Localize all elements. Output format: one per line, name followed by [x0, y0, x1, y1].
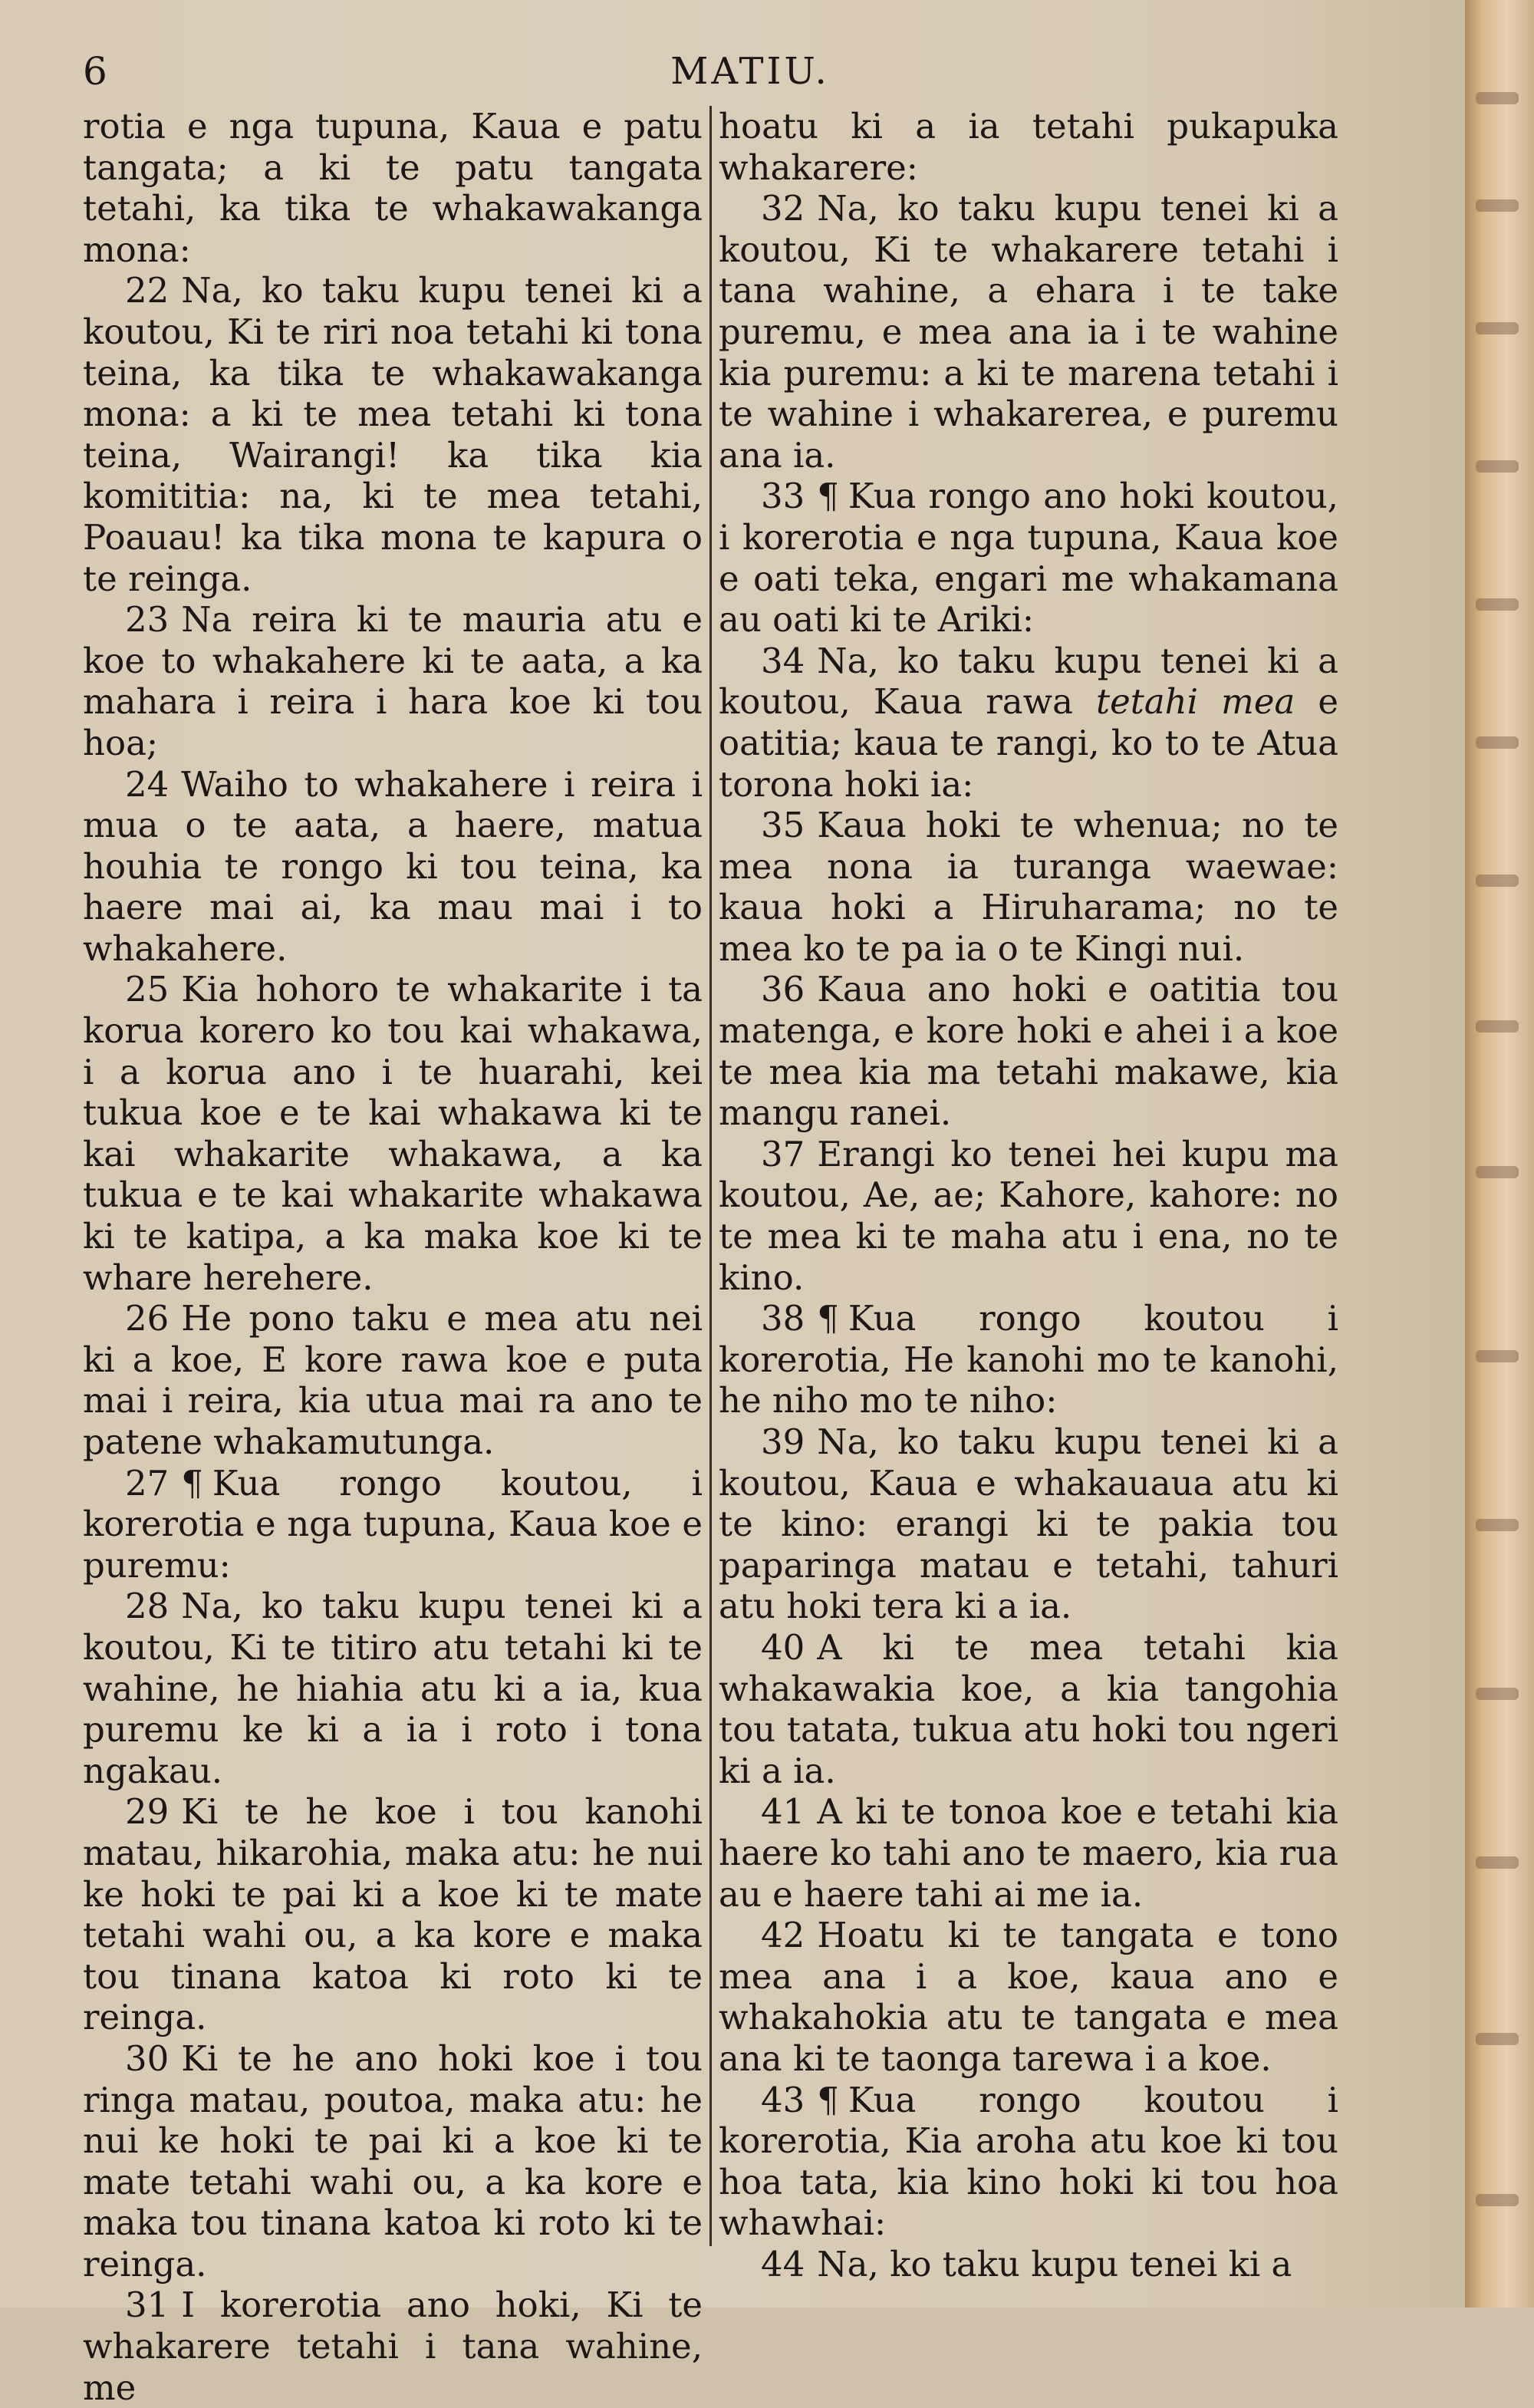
- verse-text: Kaua ano hoki e oatitia tou matenga, e kore hoki e ahei i a koe te mea kia ma tetahi makawe, kia mangu ranei.: [719, 969, 1338, 1134]
- edge-print: [1476, 875, 1519, 887]
- verse-continuation: [719, 106, 1338, 188]
- verse-number: 24: [125, 763, 170, 805]
- verse-number: 23: [125, 599, 170, 641]
- verse-text: Na, ko taku kupu tenei ki a koutou, Kaua rawa: [719, 640, 1338, 723]
- verse: [719, 1134, 1338, 1298]
- verse: [83, 270, 703, 599]
- verse-number: 38: [761, 1298, 805, 1339]
- edge-print: [1476, 1519, 1519, 1531]
- verse-text: Erangi ko tenei hei kupu ma koutou, Ae, ae; Kahore, kahore: no te mea ki te maha atu i ena, no te kino.: [719, 1133, 1338, 1298]
- verse-text: Na, ko taku kupu tenei ki a: [817, 2243, 1292, 2284]
- verse-text: Kua rongo ano hoki koutou, i korerotia e nga tupuna, Kaua koe e oati teka, engari me whakamana au oati ki te Ariki:: [719, 476, 1338, 641]
- verse: [83, 1463, 703, 1586]
- verse: [719, 1915, 1338, 2079]
- edge-print: [1476, 736, 1519, 749]
- verse: [83, 1791, 703, 2038]
- verse-number: 25: [125, 969, 170, 1010]
- verse-text: He pono taku e mea atu nei ki a koe, E kore rawa koe e puta mai i reira, kia utua mai ra ano te patene whakamutunga.: [83, 1298, 703, 1462]
- verse-text: A ki te tonoa koe e tetahi kia haere ko tahi ano te maero, kia rua au e haere tahi ai me ia.: [719, 1791, 1338, 1915]
- verse-text: Ki te he ano hoki koe i tou ringa matau, poutoa, maka atu: he nui ke hoki te pai ki a koe ki te mate tetahi wahi ou, a ka kore e maka tou tinana katoa ki roto ki te reinga.: [83, 2037, 703, 2284]
- verse: [719, 805, 1338, 969]
- edge-print: [1476, 199, 1519, 212]
- verse: [719, 188, 1338, 476]
- verse: [719, 969, 1338, 1133]
- verse-number: 28: [125, 1586, 170, 1627]
- running-title: MATIU.: [670, 50, 830, 93]
- verse-number: 36: [761, 969, 805, 1010]
- verse-number: 40: [761, 1626, 805, 1668]
- verse-number: 29: [125, 1791, 170, 1833]
- verse-number: 33: [761, 476, 805, 517]
- verse-text: Kua rongo koutou i korerotia, He kanohi mo te kanohi, he niho mo te niho:: [719, 1298, 1338, 1421]
- verse-number: 41: [761, 1791, 805, 1833]
- verse-text: Na, ko taku kupu tenei ki a koutou, Ki te titiro atu tetahi ki te wahine, he hiahia atu ki a ia, kua puremu ke ki a ia i roto i tona ngakau.: [83, 1586, 703, 1791]
- verse-text: rotia e nga tupuna, Kaua e patu tangata; a ki te patu tangata tetahi, ka tika te whakawakanga mona:: [83, 106, 703, 270]
- verse-number: 30: [125, 2037, 170, 2079]
- edge-print: [1476, 2033, 1519, 2045]
- facing-page-edge: [1465, 0, 1534, 2308]
- left-column: [83, 106, 703, 2408]
- verse: [719, 2244, 1338, 2285]
- verse-text: e oatitia; kaua te rangi, ko to te Atua torona hoki ia:: [719, 681, 1339, 805]
- verse-text: hoatu ki a ia tetahi pukapuka whakarere:: [719, 106, 1338, 188]
- verse: [719, 2080, 1338, 2244]
- verse-number: 34: [761, 640, 805, 681]
- verse: [83, 969, 703, 1298]
- verse-number: 27: [125, 1462, 170, 1504]
- verse-number: 32: [761, 188, 805, 229]
- right-column: [719, 106, 1339, 2284]
- page-header: [83, 44, 1417, 98]
- verse-number: 22: [125, 270, 170, 311]
- verse-text: Kia hohoro te whakarite i ta korua korero ko tou kai whakawa, i a korua ano i te huarahi, kei tukua koe e te kai whakawa ki te kai whakarite whakawa, a ka tukua e te kai whakarite whakawa ki te katipa, a ka maka koe ki te whare herehere.: [83, 969, 703, 1298]
- verse: [83, 1586, 703, 1791]
- verse-number: 31: [125, 2284, 170, 2326]
- verse-text: Ki te he koe i tou kanohi matau, hikarohia, maka atu: he nui ke hoki te pai ki a koe ki te mate tetahi wahi ou, a ka kore e maka tou tinana katoa ki roto ki te reinga.: [83, 1791, 703, 2038]
- verse-number: 35: [761, 805, 805, 846]
- edge-print: [1476, 2194, 1519, 2206]
- edge-print: [1476, 1020, 1519, 1033]
- verse: [719, 641, 1338, 805]
- verse: [719, 1791, 1338, 1915]
- verse-text: Na, ko taku kupu tenei ki a koutou, Ki te riri noa tetahi ki tona teina, ka tika te whakawakanga mona: a ki te mea tetahi ki tona teina, Wairangi! ka tika kia komititia: na, ki te mea tetahi, Poauau! ka tika mona te kapura o te reinga.: [83, 270, 703, 599]
- column-divider: [709, 106, 712, 2246]
- verse-text: Kua rongo koutou i korerotia, Kia aroha atu koe ki tou hoa tata, kia kino hoki ki tou hoa whawhai:: [719, 2079, 1338, 2244]
- verse-italic-text: tetahi mea: [1096, 681, 1295, 723]
- verse-number: 42: [761, 1915, 805, 1956]
- pilcrow-mark: ¶: [817, 476, 839, 517]
- verse-continuation: [83, 106, 703, 270]
- verse: [83, 599, 703, 763]
- verse: [719, 476, 1338, 640]
- edge-print: [1476, 1856, 1519, 1869]
- verse: [83, 1298, 703, 1462]
- verse-text: A ki te mea tetahi kia whakawakia koe, a kia tangohia tou tatata, tukua atu hoki tou ngeri ki a ia.: [719, 1626, 1338, 1791]
- pilcrow-mark: ¶: [181, 1462, 203, 1504]
- verse-number: 43: [761, 2079, 805, 2120]
- verse: [83, 764, 703, 970]
- verse-text: Kua rongo koutou, i korerotia e nga tupuna, Kaua koe e puremu:: [83, 1462, 703, 1586]
- edge-print: [1476, 322, 1519, 334]
- pilcrow-mark: ¶: [817, 2079, 839, 2120]
- verse-number: 26: [125, 1298, 170, 1339]
- verse: [83, 2284, 703, 2408]
- verse-text: I korerotia ano hoki, Ki te whakarere tetahi i tana wahine, me: [83, 2284, 703, 2408]
- edge-print: [1476, 92, 1519, 104]
- verse-text: Waiho to whakahere i reira i mua o te aata, a haere, matua houhia te rongo ki tou teina, ka haere mai ai, ka mau mai i to whakahere.: [83, 763, 703, 969]
- edge-print: [1476, 1350, 1519, 1362]
- pilcrow-mark: ¶: [817, 1298, 839, 1339]
- edge-print: [1476, 598, 1519, 611]
- verse-text: Na, ko taku kupu tenei ki a koutou, Ki te whakarere tetahi i tana wahine, a ehara i te take puremu, e mea ana ia i te wahine kia puremu: a ki te marena tetahi i te wahine i whakarerea, e puremu ana ia.: [719, 188, 1338, 476]
- verse: [719, 1421, 1338, 1627]
- edge-print: [1476, 1688, 1519, 1700]
- verse-number: 44: [761, 2243, 805, 2284]
- verse: [719, 1298, 1338, 1421]
- edge-print: [1476, 1166, 1519, 1178]
- verse-text: Na, ko taku kupu tenei ki a koutou, Kaua e whakauaua atu ki te kino: erangi ki te pakia tou paparinga matau e tetahi, tahuri atu hoki tera ki a ia.: [719, 1421, 1338, 1627]
- edge-print: [1476, 460, 1519, 473]
- verse-text: Hoatu ki te tangata e tono mea ana i a koe, kaua ano e whakahokia atu te tangata e mea ana ki te taonga tarewa i a koe.: [719, 1915, 1338, 2079]
- verse-text: Kaua hoki te whenua; no te mea nona ia turanga waewae: kaua hoki a Hiruharama; no te mea ko te pa ia o te Kingi nui.: [719, 805, 1338, 969]
- verse-text: Na reira ki te mauria atu e koe to whakahere ki te aata, a ka mahara i reira i hara koe ki tou hoa;: [83, 599, 703, 763]
- page-number: 6: [83, 49, 107, 94]
- verse: [719, 1627, 1338, 1791]
- verse-number: 39: [761, 1421, 805, 1462]
- verse-number: 37: [761, 1133, 805, 1174]
- verse: [83, 2038, 703, 2285]
